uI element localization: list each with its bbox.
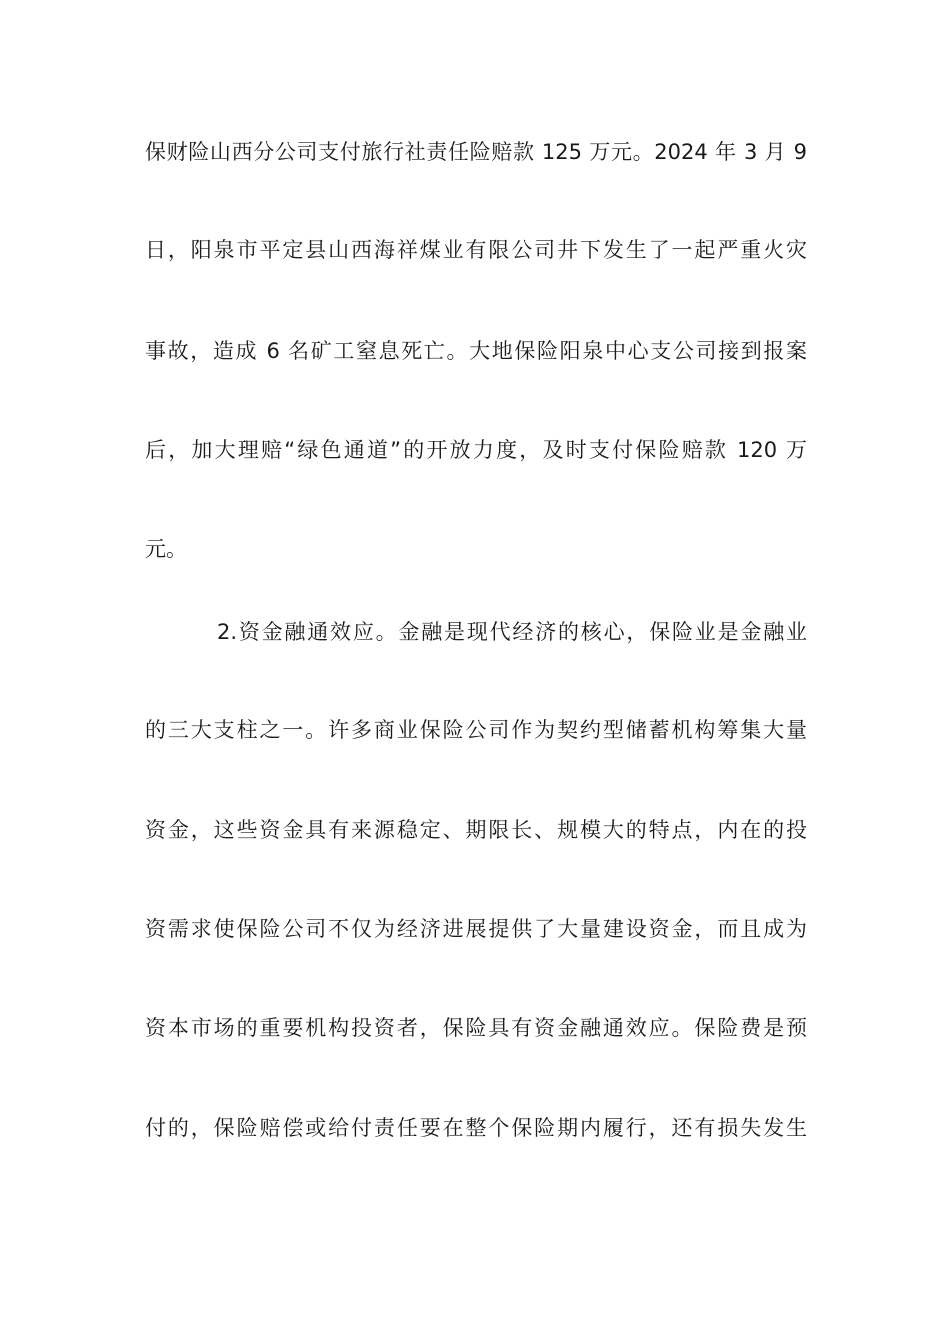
paragraph-line: 事故，造成 6 名矿工窒息死亡。大地保险阳泉中心支公司接到报案 xyxy=(145,339,807,363)
paragraph-line: 保财险山西分公司支付旅行社责任险赔款 125 万元。2024 年 3 月 9 xyxy=(145,140,807,164)
paragraph-line: 后，加大理赔“绿色通道”的开放力度，及时支付保险赔款 120 万 xyxy=(145,438,807,462)
paragraph-line: 资本市场的重要机构投资者，保险具有资金融通效应。保险费是预 xyxy=(145,1016,807,1040)
paragraph-line: 日，阳泉市平定县山西海祥煤业有限公司井下发生了一起严重火灾 xyxy=(145,238,807,262)
paragraph-line: 资需求使保险公司不仅为经济进展提供了大量建设资金，而且成为 xyxy=(145,917,807,941)
paragraph-line: 资金，这些资金具有来源稳定、期限长、规模大的特点，内在的投 xyxy=(145,818,807,842)
paragraph-line: 元。 xyxy=(145,537,187,561)
paragraph-line: 付的，保险赔偿或给付责任要在整个保险期内履行，还有损失发生 xyxy=(145,1116,807,1140)
paragraph-line: 2.资金融通效应。金融是现代经济的核心，保险业是金融业 xyxy=(217,620,807,644)
paragraph-line: 的三大支柱之一。许多商业保险公司作为契约型储蓄机构筹集大量 xyxy=(145,718,807,742)
